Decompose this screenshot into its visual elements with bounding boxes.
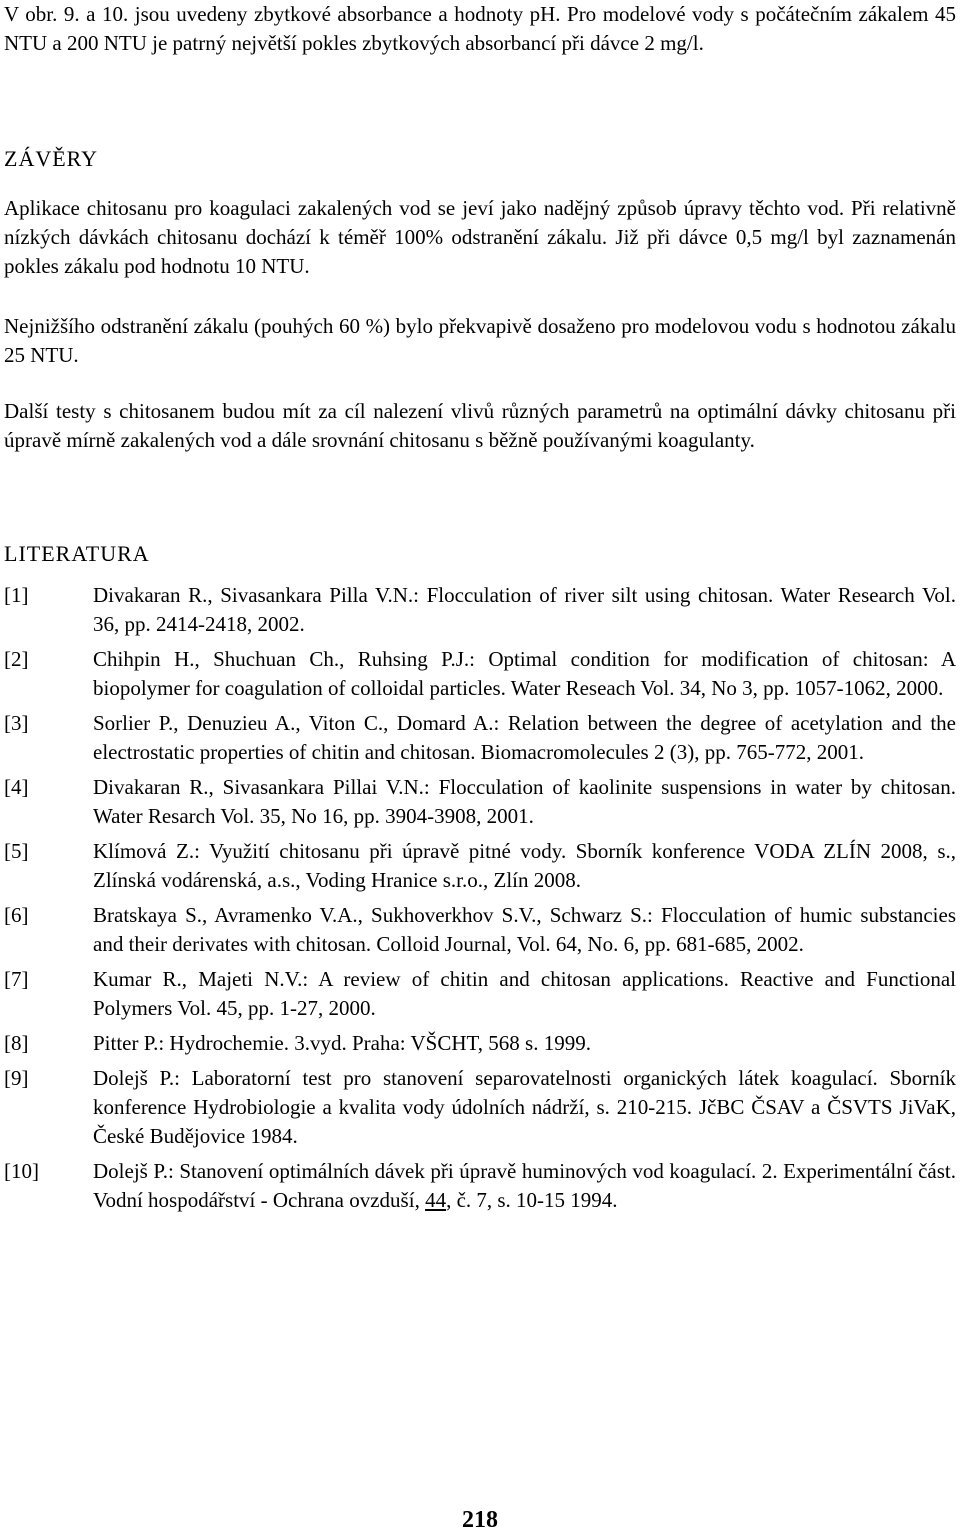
reference-text: [93, 1157, 956, 1215]
reference-number: [4]: [4, 775, 29, 799]
reference-number: [10]: [4, 1159, 39, 1183]
reference-number: [9]: [4, 1066, 29, 1090]
literature-heading: LITERATURA: [4, 541, 150, 566]
reference-text: Bratskaya S., Avramenko V.A., Sukhoverkhov S.V., Schwarz S.: Flocculation of humic substancies and their derivates with chitosan. Colloid Journal, Vol. 64, No. 6, pp. 681-685, 2002.: [93, 903, 956, 956]
reference-number: [8]: [4, 1031, 29, 1055]
reference-number: [3]: [4, 711, 29, 735]
reference-text-part: , č. 7, s. 10-15 1994.: [446, 1188, 618, 1212]
reference-text-part: Dolejš P.: Stanovení optimálních dávek při úpravě huminových vod koagulací. 2. Experimentální část. Vodní hospodářství - Ochrana ovzduší,: [93, 1159, 956, 1212]
conclusions-paragraph-2: Nejnižšího odstranění zákalu (pouhých 60 %) bylo překvapivě dosaženo pro modelovou vodu s hodnotou zákalu 25 NTU.: [4, 314, 956, 367]
reference-item: [4, 965, 956, 1023]
reference-text: Divakaran R., Sivasankara Pillai V.N.: Flocculation of kaolinite suspensions in water by chitosan. Water Resarch Vol. 35, No 16, pp. 3904-3908, 2001.: [93, 775, 956, 828]
reference-number: [7]: [4, 967, 29, 991]
reference-list: [4, 581, 956, 1221]
reference-item: [4, 1064, 956, 1151]
reference-text: Sorlier P., Denuzieu A., Viton C., Domard A.: Relation between the degree of acetylation and the electrostatic properties of chitin and chitosan. Biomacromolecules 2 (3), pp. 765-772, 2001.: [93, 711, 956, 764]
reference-item: [4, 1157, 956, 1215]
reference-item: [4, 645, 956, 703]
conclusions-paragraph-1: Aplikace chitosanu pro koagulaci zakalených vod se jeví jako nadějný způsob úpravy těchto vod. Při relativně nízkých dávkách chitosanu dochází k téměř 100% odstranění zákalu. Již při dávce 0,5 mg/l byl zaznamenán pokles zákalu pod hodnotu 10 NTU.: [4, 196, 956, 278]
reference-number: [5]: [4, 839, 29, 863]
reference-text: Dolejš P.: Laboratorní test pro stanovení separovatelnosti organických látek koagulací. Sborník konference Hydrobiologie a kvalita vody údolních nádrží, s. 210-215. JčBC ČSAV a ČSVTS JiVaK, České Budějovice 1984.: [93, 1066, 956, 1148]
page-number: 218: [462, 1507, 498, 1533]
reference-item: [4, 837, 956, 895]
reference-text: Klímová Z.: Využití chitosanu při úpravě pitné vody. Sborník konference VODA ZLÍN 2008, s., Zlínská vodárenská, a.s., Voding Hranice s.r.o., Zlín 2008.: [93, 839, 956, 892]
reference-text: Chihpin H., Shuchuan Ch., Ruhsing P.J.: Optimal condition for modification of chitosan: A biopolymer for coagulation of colloidal particles. Water Reseach Vol. 34, No 3, pp. 1057-1062, 2000.: [93, 647, 956, 700]
conclusions-heading: ZÁVĚRY: [4, 146, 98, 171]
reference-number: [2]: [4, 647, 29, 671]
intro-paragraph: V obr. 9. a 10. jsou uvedeny zbytkové absorbance a hodnoty pH. Pro modelové vody s počátečním zákalem 45 NTU a 200 NTU je patrný největší pokles zbytkových absorbancí při dávce 2 mg/l.: [4, 2, 956, 55]
reference-volume: 44: [425, 1188, 447, 1212]
reference-item: [4, 709, 956, 767]
reference-text: Pitter P.: Hydrochemie. 3.vyd. Praha: VŠCHT, 568 s. 1999.: [93, 1031, 591, 1055]
reference-text: Divakaran R., Sivasankara Pilla V.N.: Flocculation of river silt using chitosan. Water Research Vol. 36, pp. 2414-2418, 2002.: [93, 583, 956, 636]
reference-number: [1]: [4, 583, 29, 607]
reference-item: [4, 773, 956, 831]
reference-item: [4, 901, 956, 959]
reference-number: [6]: [4, 903, 29, 927]
conclusions-paragraph-3: Další testy s chitosanem budou mít za cíl nalezení vlivů různých parametrů na optimální dávky chitosanu při úpravě mírně zakalených vod a dále srovnání chitosanu s běžně používanými koagulanty.: [4, 399, 956, 452]
reference-text: Kumar R., Majeti N.V.: A review of chitin and chitosan applications. Reactive and Functional Polymers Vol. 45, pp. 1-27, 2000.: [93, 967, 956, 1020]
reference-item: [4, 581, 956, 639]
reference-item: [4, 1029, 956, 1058]
